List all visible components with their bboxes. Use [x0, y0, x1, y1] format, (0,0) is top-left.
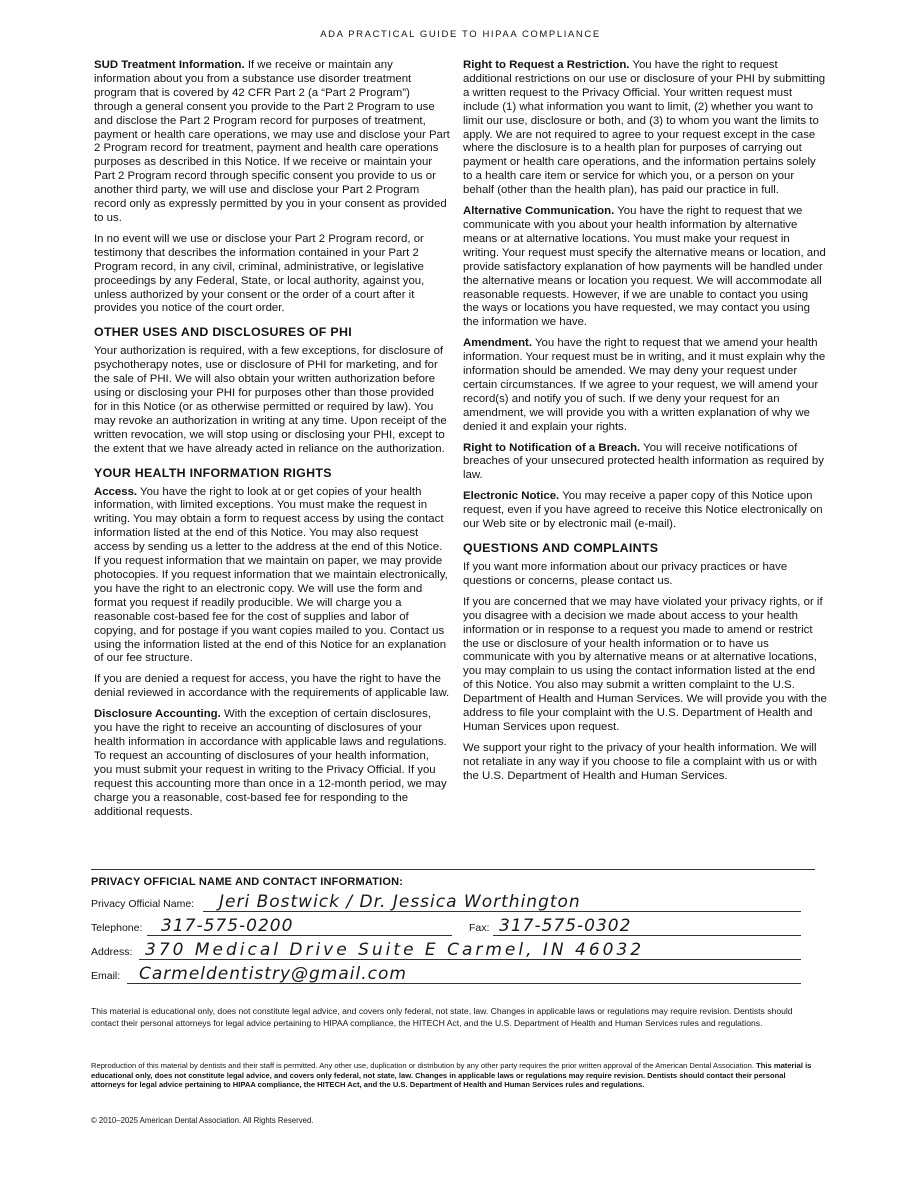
fax-label: Fax: — [469, 922, 490, 934]
other-uses-paragraph: Your authorization is required, with a few exceptions, for disclosure of psychotherapy notes, use or disclosure of PHI for marketing, and for the sale of PHI. We will also obtain your written authorization before using or disclosing your PHI for purposes other than those provided for in this Notice (or as otherwise permitted or required by law). You may revoke an authorization in writing at any time. Upon receipt of the written revocation, we will stop using or disclosing your PHI, except to the extent that we have already acted in reliance on the authorization. — [94, 345, 447, 455]
access-paragraph — [94, 486, 450, 667]
breach-paragraph — [463, 442, 827, 484]
right-column — [463, 59, 827, 791]
questions-paragraph-2: If you are concerned that we may have violated your privacy rights, or if you disagree with a decision we made about access to your health information or in response to a request you made to amend or restrict the use or disclosure of your health information or to have us communicate with you by alternative means or at alternative locations, you may complain to us using the contact information listed at the end of this Notice. You also may submit a written complaint to the U.S. Department of Health and Human Services. We will provide you with the address to file your complaint with the U.S. Department of Health and Human Services upon request. — [463, 595, 827, 733]
disclaimer-text: This material is educational only, does not constitute legal advice, and covers only federal, not state, law. Changes in applicable laws or regulations may require revision. Dentists should contact their personal attorneys for legal advice pertaining to HIPAA compliance, the HITECH Act, and the U.S. Department of Health and Human Services rules and regulations. — [91, 1006, 793, 1028]
email-label: Email: — [91, 970, 121, 982]
left-column — [94, 59, 450, 826]
email-value[interactable]: Carmeldentistry@gmail.com — [139, 964, 407, 984]
amendment-paragraph — [463, 337, 827, 434]
contact-information-section — [91, 876, 803, 984]
questions-paragraph-1: If you want more information about our privacy practices or have questions or concerns, please contact us. — [463, 561, 788, 587]
contact-divider — [91, 869, 815, 870]
sud-body-1: If we receive or maintain any information about you from a substance use disorder treatment program that is covered by 42 CFR Part 2 (a “Part 2 Program”) through a general consent you provide to the Part 2 Program to use and disclose the Part 2 Program record for purposes of treatment, payment or health care operations, we may use and disclose your Part 2 Program record for treatment, payment and health care operations purposes as described in this Notice. If we receive or maintain your Part 2 Program record through specific consent you provide to us or another third party, we will use and disclose your Part 2 Program record only as expressly permitted by you in your consent as provided to us. — [94, 59, 450, 224]
copyright-text: © 2010–2025 American Dental Association. All Rights Reserved. — [91, 1116, 314, 1125]
electronic-notice-body: You may receive a paper copy of this Notice upon request, even if you have agreed to receive this Notice electronically on our Web site or by electronic mail (e-mail). — [463, 490, 823, 531]
reproduction-notice — [91, 1061, 817, 1090]
sud-paragraph-2: In no event will we use or disclose your Part 2 Program record, or testimony that describes the information contained in your Part 2 Program record, in any civil, criminal, administrative, or legislative proceedings by any Federal, State, or local authority, against you, unless authorized by your consent or the order of a court after it provides you notice of the court order. — [94, 232, 425, 315]
telephone-row — [91, 914, 803, 936]
disclosure-accounting-paragraph — [94, 708, 450, 819]
running-header-title: ADA PRACTICAL GUIDE TO HIPAA COMPLIANCE — [320, 29, 601, 40]
access-lead: Access. — [94, 485, 138, 498]
breach-lead: Right to Notification of a Breach. — [463, 441, 641, 454]
questions-paragraph-3: We support your right to the privacy of your health information. We will not retaliate in any way if you choose to file a complaint with us or with the U.S. Department of Health and Human Services. — [463, 741, 817, 782]
access-body: You have the right to look at or get copies of your health information, with limited exceptions. You must make the request in writing. You may obtain a form to request access by using the contact information listed at the end of this Notice. You may also request access by sending us a letter to the address at the end of this Notice. If you request information that we maintain on paper, we may provide photocopies. If you request information that we maintain electronically, you have the right to an electronic copy. We will use the form and format you request if readily producible. We will charge you a reasonable cost-based fee for the cost of supplies and labor of copying, and for postage if you want copies mailed to you. Contact us using the information listed at the end of this Notice for an explanation of our fee structure. — [94, 485, 448, 665]
accounting-body: With the exception of certain disclosures, you have the right to receive an accounting of disclosures of your health information in accordance with applicable laws and regulations. To request an accounting of disclosures of your health information, you must submit your request in writing to the Privacy Official. If you request this accounting more than once in a 12-month period, we may charge you a reasonable, cost-based fee for responding to the additional requests. — [94, 708, 447, 818]
restriction-paragraph — [463, 59, 827, 198]
questions-heading: QUESTIONS AND COMPLAINTS — [463, 541, 659, 555]
sud-lead: SUD Treatment Information. — [94, 59, 245, 71]
privacy-official-value[interactable]: Jeri Bostwick / Dr. Jessica Worthington — [219, 892, 581, 912]
electronic-notice-paragraph — [463, 490, 827, 532]
rights-heading: YOUR HEALTH INFORMATION RIGHTS — [94, 465, 332, 480]
privacy-official-label: Privacy Official Name: — [91, 898, 195, 910]
alt-communication-lead: Alternative Communication. — [463, 205, 615, 218]
amendment-body: You have the right to request that we amend your health information. Your request must be in writing, and it must explain why the information should be amended. We may deny your request under certain circumstances. If we agree to your request, we will amend your record(s) and notify you of such. If we deny your request for an amendment, we will provide you with a written explanation of why we denied it and explain your rights. — [463, 337, 826, 433]
breach-body: You will receive notifications of breaches of your unsecured protected health information as required by law. — [463, 441, 824, 482]
restriction-lead: Right to Request a Restriction. — [463, 59, 630, 71]
reproduction-text: Reproduction of this material by dentists and their staff is permitted. Any other use, duplication or distribution by any other party requires the prior written approval of the American Dental Association. — [91, 1061, 754, 1070]
address-label: Address: — [91, 946, 133, 958]
telephone-value[interactable]: 317-575-0200 — [161, 916, 294, 936]
privacy-official-row — [91, 890, 803, 912]
electronic-notice-lead: Electronic Notice. — [463, 490, 560, 503]
alt-communication-paragraph — [463, 205, 827, 330]
accounting-lead: Disclosure Accounting. — [94, 708, 221, 721]
sud-paragraph-1 — [94, 59, 450, 226]
address-row — [91, 938, 803, 960]
restriction-body: You have the right to request additional restrictions on our use or disclosure of your PHI by submitting a written request to the Privacy Official. Your written request must include (1) what information you want to limit, (2) whether you want to limit our use, disclosure or both, and (3) to whom you want the limits to apply. We are not required to agree to your request except in the case where the disclosure is to a health plan for purposes of carrying out payment or health care operations, and the information pertains solely to a health care item or service for which you, or a person on your behalf (other than the health plan), has paid our practice in full. — [463, 59, 826, 197]
email-row — [91, 962, 803, 984]
telephone-label: Telephone: — [91, 922, 143, 934]
other-uses-heading: OTHER USES AND DISCLOSURES OF PHI — [94, 325, 352, 340]
address-value[interactable]: 370 Medical Drive Suite E Carmel, IN 46032 — [145, 940, 645, 960]
access-denied-paragraph: If you are denied a request for access, you have the right to have the denial reviewed in accordance with the requirements of applicable law. — [94, 673, 450, 700]
reproduction-bold-text: This material is educational only, does not constitute legal advice, and covers only federal, not state, law. Changes in applicable laws or regulations may require revision. Dentists should contact their personal attorneys for legal advice pertaining to HIPAA compliance, the HITECH Act, and the U.S. Department of Health and Human Services rules and regulations. — [91, 1061, 812, 1089]
alt-communication-body: You have the right to request that we communicate with you about your health information by alternative means or at alternative locations. You must make your request in writing. Your request must specify the alternative means or location, and provide satisfactory explanation of how payments will be handled under the alternative means or location you request. We will accommodate all reasonable requests. However, if we are unable to contact you using the ways or locations you have requested, we may contact you using the information we have. — [463, 205, 826, 329]
contact-section-title: PRIVACY OFFICIAL NAME AND CONTACT INFORMATION: — [91, 876, 404, 888]
amendment-lead: Amendment. — [463, 337, 532, 350]
fax-value[interactable]: 317-575-0302 — [499, 916, 632, 936]
